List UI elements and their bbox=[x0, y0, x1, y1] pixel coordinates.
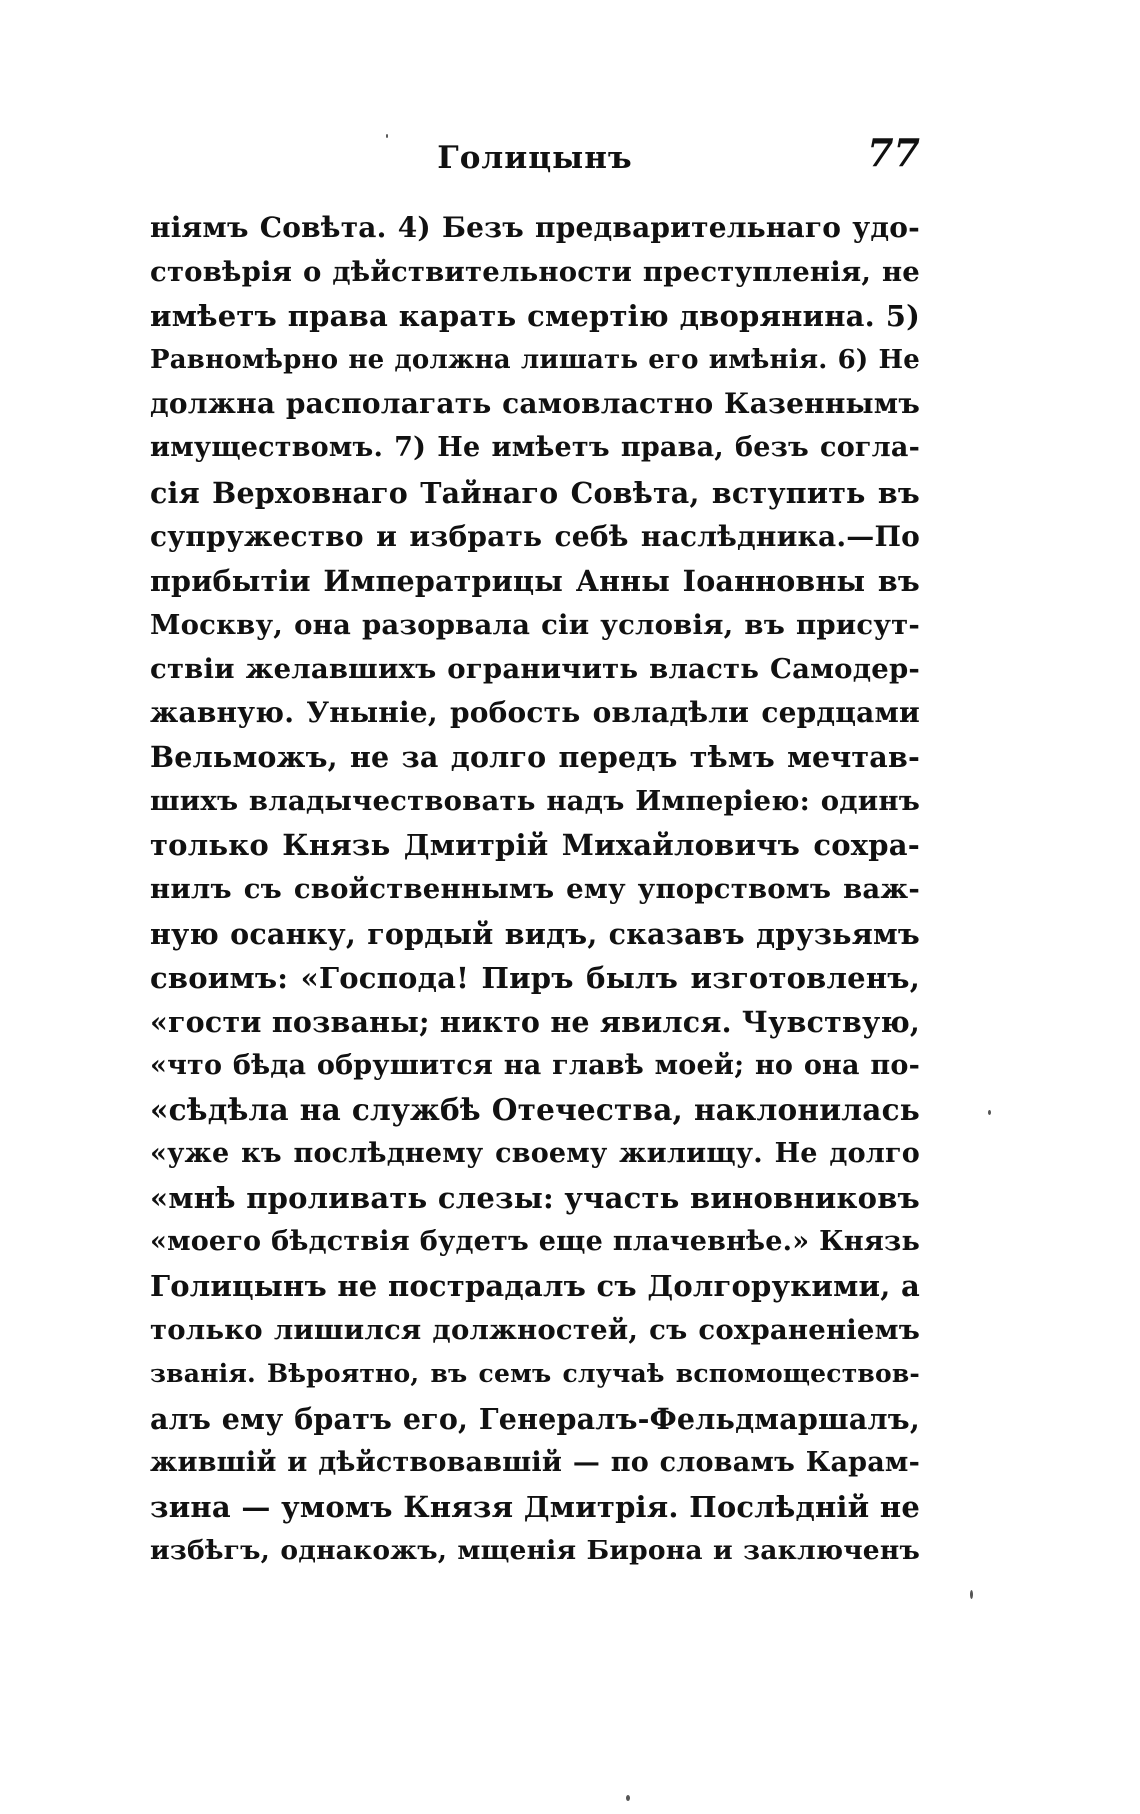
text-line: «гости позваны; никто не явился. Чувствую, bbox=[150, 1004, 920, 1039]
text-line: званія. Вѣроятно, въ семъ случаѣ вспомоществов- bbox=[150, 1359, 920, 1389]
text-line: «уже къ послѣднему своему жилищу. Не долго bbox=[150, 1137, 920, 1169]
text-line: прибытіи Императрицы Анны Іоанновны въ bbox=[150, 563, 920, 598]
text-line: только лишился должностей, съ сохраненіемъ bbox=[150, 1314, 920, 1347]
text-line: Голицынъ не пострадалъ съ Долгорукими, а bbox=[150, 1269, 920, 1304]
page-header bbox=[150, 130, 920, 190]
text-line: «что бѣда обрушится на главѣ моей; но она по- bbox=[150, 1049, 920, 1081]
text-line: алъ ему братъ его, Генералъ-Фельдмаршалъ, bbox=[150, 1401, 920, 1436]
paper-speck bbox=[970, 1590, 973, 1599]
text-line: ніямъ Совѣта. 4) Безъ предварительнаго удо- bbox=[150, 211, 920, 244]
text-line: имуществомъ. 7) Не имѣетъ права, безъ согла- bbox=[150, 432, 920, 464]
paper-speck bbox=[988, 1110, 991, 1115]
text-line: ную осанку, гордый видъ, сказавъ друзьямъ bbox=[150, 916, 920, 951]
text-line: зина — умомъ Князя Дмитрія. Послѣдній не bbox=[150, 1489, 920, 1524]
paper-speck bbox=[386, 134, 388, 138]
text-line: «мнѣ проливать слезы: участь виновниковъ bbox=[150, 1181, 920, 1216]
text-line: только Князь Дмитрій Михайловичъ сохра- bbox=[150, 828, 920, 863]
page-number: 77 bbox=[867, 130, 920, 175]
text-line: «моего бѣдствія будетъ еще плачевнѣе.» Князь bbox=[150, 1226, 920, 1258]
text-line: жавную. Уныніе, робость овладѣли сердцами bbox=[150, 696, 920, 730]
text-line: шихъ владычествовать надъ Имперіею: одинъ bbox=[150, 785, 920, 818]
paper-speck bbox=[626, 1795, 630, 1801]
text-line: Москву, она разорвала сіи условія, въ присут- bbox=[150, 608, 920, 641]
text-line: Равномѣрно не должна лишать его имѣнія. 6) Не bbox=[150, 345, 920, 376]
text-line: «сѣдѣла на службѣ Отечества, наклонилась bbox=[150, 1091, 920, 1127]
text-line: избѣгъ, однакожъ, мщенія Бирона и заключенъ bbox=[150, 1534, 920, 1566]
text-line: супружество и избрать себѣ наслѣдника.—По bbox=[150, 519, 920, 553]
text-line: Вельможъ, не за долго передъ тѣмъ мечтав- bbox=[150, 740, 920, 775]
text-line: стовѣрія о дѣйствительности преступленія, не bbox=[150, 256, 920, 289]
text-line: жившій и дѣйствовавшій — по словамъ Карам- bbox=[150, 1446, 920, 1478]
text-line: сія Верховнаго Тайнаго Совѣта, вступить въ bbox=[150, 475, 920, 510]
running-title: Голицынъ bbox=[437, 140, 633, 176]
text-line: должна располагать самовластно Казеннымъ bbox=[150, 387, 920, 421]
text-line: нилъ съ свойственнымъ ему упорствомъ важ- bbox=[150, 873, 920, 906]
text-line: своимъ: «Господа! Пиръ былъ изготовленъ, bbox=[150, 960, 920, 995]
body-text bbox=[150, 206, 920, 1573]
text-line: ствіи желавшихъ ограничить власть Самодер- bbox=[150, 652, 920, 685]
text-line: имѣетъ права карать смертію дворянина. 5) bbox=[150, 299, 920, 334]
